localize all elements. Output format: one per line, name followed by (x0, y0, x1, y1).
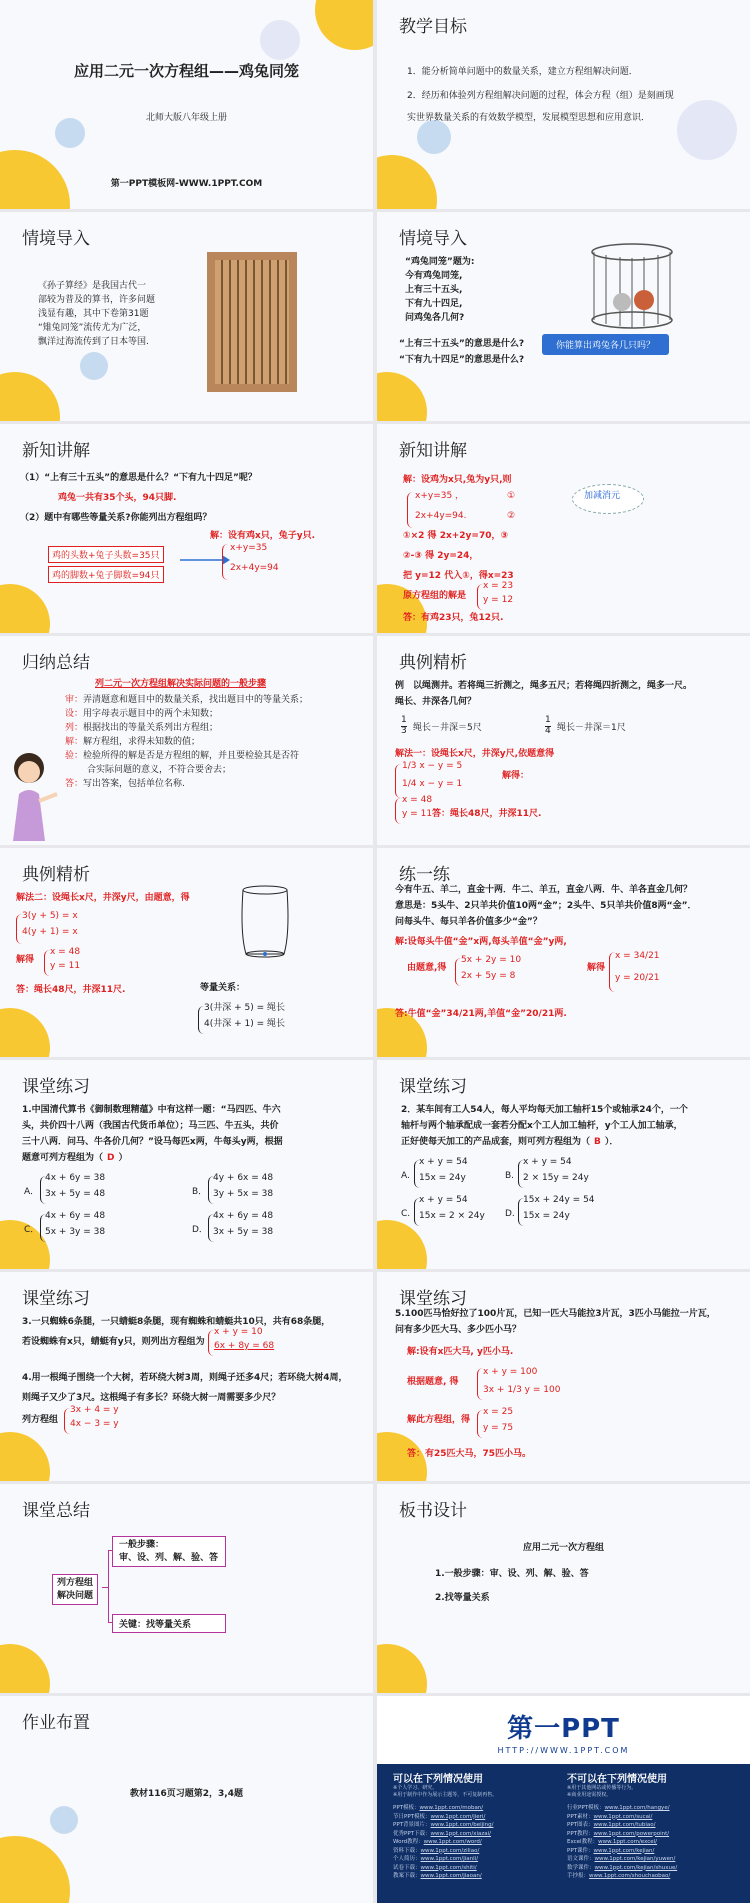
footer-text: 第一PPT模板网-WWW.1PPT.COM (110, 179, 263, 189)
solution-y: y = 11 (50, 961, 81, 971)
decoration (315, 0, 373, 50)
board-heading: 应用二元一次方程组 (522, 1543, 604, 1553)
forbidden-note: ※用于其他网站或传播等行为。 (567, 1785, 637, 1791)
goal-2: 2．经历和体验列方程组解决问题的过程，体会方程（组）是刻画现 (407, 91, 674, 101)
decoration (377, 1644, 427, 1693)
slide-18[interactable] (377, 1696, 750, 1903)
equation-2: 6x + 8y = 68 (214, 1341, 275, 1351)
option-a-eq2: 15x = 24y (419, 1173, 466, 1183)
equation-2-number: ② (507, 511, 516, 521)
solution-intro: 解法二：设绳长x尺，井深y尺，由题意，得 (16, 893, 190, 903)
link-url[interactable]: www.1ppt.com/moban/ (419, 1805, 484, 1811)
steps-label: 一般步骤： (119, 1540, 165, 1550)
relation-2: 4(井深 + 1) = 绳长 (204, 1019, 286, 1029)
slide-title: 情境导入 (399, 229, 467, 249)
homework-text: 教材116页习题第2，3,4题 (130, 1789, 243, 1799)
text-line: 上有三十五头, (405, 284, 463, 295)
link-label: 手抄报： (567, 1873, 590, 1879)
step-key: 设： (65, 708, 84, 719)
link-url[interactable]: www.1ppt.com/tubiao/ (593, 1822, 656, 1828)
slide-17[interactable] (0, 1696, 373, 1903)
slide-16[interactable] (377, 1484, 750, 1693)
text-line: 部较为普及的算书，许多问题 (38, 294, 156, 305)
slide-title: 课堂总结 (22, 1501, 90, 1521)
link-label: 数学课件： (567, 1864, 595, 1871)
brace (222, 544, 229, 580)
option-b-eq1: x + y = 54 (523, 1157, 572, 1167)
problem-line-1: 2．某车间有工人54人，每人平均每天加工轴杆15个或轴承24个，一个 (401, 1105, 688, 1115)
root-line-2: 解决问题 (57, 1590, 94, 1601)
link-label: 教案下载： (393, 1873, 421, 1879)
problem-line-2: 头，共价四十八两（我国古代货币单位）；马三匹、牛五头，共价 (22, 1121, 279, 1131)
steps-box (112, 1536, 226, 1567)
cage-image (582, 240, 682, 330)
link-url[interactable]: www.1ppt.com/word/ (423, 1839, 482, 1845)
link-label: PPT素材： (567, 1813, 594, 1820)
solution-y: y = 75 (483, 1423, 514, 1433)
slide-title: 情境导入 (22, 229, 90, 249)
link-url[interactable]: www.1ppt.com/beijing/ (430, 1822, 494, 1828)
link-url[interactable]: www.1ppt.com/kejian/ (593, 1847, 655, 1854)
answer: 答：绳长48尺，井深11尺. (432, 809, 542, 819)
fraction-num: 1 (545, 715, 551, 725)
answer: 答：有鸡23只，兔12只. (403, 613, 504, 623)
fraction-den: 3 (401, 725, 407, 736)
slide-title: 归纳总结 (22, 653, 90, 673)
option-b-eq1: 4y + 6x = 48 (213, 1173, 274, 1183)
cloud-text: 加减消元 (584, 491, 621, 501)
setup-label: 根据题意, 得 (407, 1377, 459, 1387)
slide-14[interactable] (377, 1272, 750, 1481)
decoration (0, 1644, 50, 1693)
equation-2: 2x + 5y = 8 (461, 971, 516, 981)
slide-title: 作业布置 (22, 1713, 90, 1733)
link-url[interactable]: www.1ppt.com/jieri/ (430, 1813, 486, 1820)
step-2: ②-③ 得 2y=24， (403, 551, 479, 561)
problem-line-2: 绳长、井深各几何？ (395, 697, 477, 707)
step-text: 根据找出的等量关系列出方程组； (83, 722, 219, 733)
link-label: 节日PPT模板： (393, 1813, 431, 1820)
slide-8[interactable] (377, 636, 750, 845)
problem-line-4: 题意可列方程组为（ (22, 1153, 104, 1163)
equation-2: 4(y + 1) = x (22, 927, 78, 937)
goal-1: 1．能分析简单问题中的数量关系，建立方程组解决问题． (407, 67, 638, 77)
slide-title: 新知讲解 (399, 441, 467, 461)
slide-title: 课堂练习 (22, 1289, 90, 1309)
link-label: 试卷下载： (393, 1864, 421, 1871)
problem-line-3: 正好使每天加工的产品成套，则可列方程组为（ (401, 1137, 591, 1147)
answer-choice: D (107, 1153, 115, 1163)
equation-2: 2x+4y=94 (230, 563, 279, 573)
equation-1: x+y=35 ， (415, 491, 465, 501)
step-text: 合实际问题的意义，不符合要舍去； (87, 764, 232, 775)
ancient-book-image (207, 252, 297, 392)
link-url[interactable]: www.1ppt.com/shouchaobao/ (589, 1873, 671, 1879)
step-text: 写出答案，包括单位名称. (83, 778, 185, 789)
decoration (260, 20, 300, 60)
link-url[interactable]: www.1ppt.com/jianli/ (420, 1856, 479, 1862)
option-a-eq2: 3x + 5y = 48 (45, 1189, 106, 1199)
text-line: 今有鸡兔同笼, (405, 270, 463, 281)
slide-4[interactable] (377, 212, 750, 421)
equation-1: 1/3 x − y = 5 (402, 761, 463, 771)
equation-2: 1/4 x − y = 1 (402, 779, 463, 789)
problem-line-1: 例 以绳测井。若将绳三折测之，绳多五尺；若将绳四折测之，绳多一尺。 (395, 681, 693, 691)
option-c-eq2: 5x + 3y = 38 (45, 1227, 106, 1237)
decoration (677, 100, 737, 160)
text-line: 《孙子算经》是我国古代一 (38, 281, 147, 291)
solution-intro: 解法一：设绳长x尺，井深y尺,依题意得 (395, 749, 555, 759)
solution-x: x = 34/21 (615, 951, 660, 961)
relation-1: 3(井深 + 5) = 绳长 (204, 1003, 286, 1013)
option-d-label[interactable]: D. (505, 1209, 515, 1219)
step-key: 审： (65, 695, 84, 705)
well-illustration (240, 884, 290, 960)
slide-15[interactable] (0, 1484, 373, 1693)
decoration (377, 155, 437, 209)
equation-4: 4x − 3 = y (70, 1419, 119, 1429)
slide-title: 课堂练习 (399, 1077, 467, 1097)
option-b-eq2: 3y + 5x = 38 (213, 1189, 274, 1199)
decoration (377, 1220, 427, 1269)
link-url[interactable]: www.1ppt.com/hangye/ (604, 1805, 670, 1811)
link-label: Excel教程： (567, 1839, 599, 1845)
teacher-illustration (5, 746, 60, 841)
slide-title: 典例精析 (22, 865, 90, 885)
problem-line-1: 今有牛五、羊二，直金十两．牛二、羊五，直金八两．牛、羊各直金几何？ (395, 885, 693, 895)
option-c-eq1: x + y = 54 (419, 1195, 468, 1205)
slide-title: 教学目标 (399, 17, 467, 37)
decoration (0, 584, 50, 633)
decoration (80, 352, 108, 380)
step-1: ①×2 得 2x+2y=70，③ (403, 531, 509, 541)
bracket-close: ）． (604, 1137, 619, 1147)
solve-label: 解得： (502, 771, 530, 781)
link-label: PPT背景图片： (393, 1822, 431, 1828)
link-url[interactable]: www.1ppt.com/kejian/yuwen/ (594, 1856, 676, 1862)
relation-2: 绳长－井深＝1尺 (557, 723, 626, 733)
step-key: 答： (65, 778, 84, 789)
forbidden-note-2: ※商业用途需授权。 (567, 1792, 612, 1798)
info-panel (377, 1764, 750, 1903)
slide-10[interactable] (377, 848, 750, 1057)
option-a-label[interactable]: A． (24, 1187, 40, 1197)
allowed-note-2: ※用于制作中作为展示主题等，不可复制再售。 (393, 1792, 498, 1798)
brace (407, 492, 414, 528)
slide-title: 课堂练习 (22, 1077, 90, 1097)
brand-url[interactable]: HTTP://WWW.1PPT.COM (497, 1746, 630, 1755)
question-1: “上有三十五头”的意思是什么? (399, 339, 525, 349)
solution-x: x = 48 (50, 947, 81, 957)
solution-intro: 解:设每头牛值“金”x两,每头羊值“金”y两, (395, 937, 567, 947)
slide-6[interactable] (377, 424, 750, 633)
equation-1-number: ① (507, 491, 516, 501)
link-label: PPT图表： (567, 1822, 594, 1828)
solution-intro: 解:设有x匹大马, y匹小马. (407, 1347, 514, 1357)
step-text: 检验所得的解是否是方程组的解，并且要检验其是否符 (83, 750, 300, 761)
text-line: 下有九十四足, (405, 298, 463, 309)
option-b-label[interactable]: B． (192, 1187, 208, 1197)
slide-13[interactable] (0, 1272, 373, 1481)
links-column-2 (567, 1804, 677, 1881)
root-line-1: 列方程组 (57, 1578, 94, 1588)
equation-1: x + y = 100 (483, 1367, 538, 1377)
text-line: “雉兔同笼”流传尤为广泛， (38, 322, 147, 333)
equation-1: 3(y + 5) = x (22, 911, 78, 921)
question-1: （1）“上有三十五头”的意思是什么？“下有九十四足”呢？ (20, 473, 257, 483)
brand-logo: 第一PPT (507, 1714, 620, 1744)
problem-line-2: 问有多少匹大马、多少匹小马？ (395, 1325, 522, 1335)
equation-2: 3x + 1/3 y = 100 (483, 1385, 561, 1395)
slide-11[interactable] (0, 1060, 373, 1269)
relation-box-2: 鸡的脚数+兔子脚数=94只 (48, 566, 164, 583)
solve-label: 解得 (587, 963, 606, 973)
slide-12[interactable] (377, 1060, 750, 1269)
allowed-title: 可以在下列情况使用 (393, 1774, 483, 1785)
problem-line-3: 问每头牛、每只羊各价值多少“金”？ (395, 917, 542, 927)
link-url[interactable]: www.1ppt.com/shiti/ (420, 1864, 477, 1871)
slide-title: 板书设计 (399, 1501, 467, 1521)
option-c-eq2: 15x = 2 × 24y (419, 1211, 485, 1221)
option-d-eq2: 15x = 24y (523, 1211, 570, 1221)
link-label: 个人简历： (393, 1856, 421, 1862)
problem-line-1: 1.中国清代算书《御制数理精蕴》中有这样一题：“马四匹、牛六 (22, 1105, 281, 1115)
relation-label: 等量关系： (200, 983, 246, 993)
decoration (50, 1806, 78, 1834)
connector-line (102, 1587, 108, 1588)
option-a-eq1: x + y = 54 (419, 1157, 468, 1167)
solve-label: 解得 (16, 955, 35, 965)
problem3-line-2: 若设蜘蛛有x只，蜻蜓有y只，则列出方程组为 (22, 1337, 205, 1347)
option-c-eq1: 4x + 6y = 48 (45, 1211, 106, 1221)
link-label: PPT课件： (567, 1847, 594, 1854)
problem-line-2: 意思是：5头牛、2只羊共价值10两“金”；2头牛、5只羊共价值8两“金”． (395, 901, 697, 911)
board-line-2: 2.找等量关系 (435, 1593, 490, 1603)
board-line-1: 1.一般步骤：审、设、列、解、验、答 (435, 1569, 589, 1579)
answer: 答:牛值“金”34/21两,羊值“金”20/21两. (395, 1009, 567, 1019)
solution-y: y = 11 (402, 809, 433, 819)
decoration (0, 1008, 50, 1057)
solution-x: x = 48 (402, 795, 433, 805)
allowed-note: ※个人学习、研究。 (393, 1785, 438, 1791)
brace (395, 764, 402, 798)
setup-label: 由题意,得 (407, 963, 447, 973)
text-line: 飘洋过海流传到了日本等国. (38, 336, 149, 347)
option-a-label[interactable]: A. (401, 1171, 410, 1181)
step-key: 验： (65, 750, 84, 761)
answer: 答：绳长48尺，井深11尺. (16, 985, 126, 995)
link-url[interactable]: www.1ppt.com/jiaoan/ (420, 1873, 482, 1879)
answer: 答：有25匹大马，75匹小马。 (407, 1449, 532, 1459)
slide-9[interactable] (0, 848, 373, 1057)
link-label: PPT模板： (393, 1805, 420, 1811)
slide-2[interactable] (377, 0, 750, 209)
problem3-line-1: 3.一只蜘蛛6条腿，一只蜻蜓8条腿，现有蜘蛛和蜻蜓共10只，共有68条腿， (22, 1317, 331, 1327)
slide-1[interactable] (0, 0, 373, 209)
option-b-eq2: 2 × 15y = 24y (523, 1173, 589, 1183)
option-c-label[interactable]: C. (401, 1209, 411, 1219)
question-bubble: 你能算出鸡兔各几只吗？ (542, 334, 669, 355)
equation-2: 2x+4y=94. (415, 511, 467, 521)
solution-x: x = 23 (483, 581, 514, 591)
fraction-den: 4 (545, 725, 551, 736)
decoration (0, 1836, 70, 1903)
equation-1: x+y=35 (230, 543, 268, 553)
solution-x: x = 25 (483, 1407, 514, 1417)
brace (395, 798, 402, 824)
slide-7[interactable] (0, 636, 373, 845)
forbidden-title: 不可以在下列情况使用 (567, 1774, 667, 1785)
option-a-eq1: 4x + 6y = 38 (45, 1173, 106, 1183)
link-label: PPT教程： (567, 1830, 594, 1837)
fraction-num: 1 (401, 715, 407, 725)
link-label: 语文课件： (567, 1856, 595, 1862)
solve-label: 解此方程组，得 (407, 1415, 471, 1425)
problem-line-2: 轴杆与两个轴承配成一套若分配x个工人加工轴杆，y个工人加工轴承， (401, 1121, 683, 1131)
link-url[interactable]: www.1ppt.com/sucai/ (593, 1813, 653, 1820)
problem4-line-2: 则绳子又少了3尺。这根绳子有多长？环绕大树一周需要多少尺？ (22, 1393, 281, 1403)
goal-2-cont: 实世界数量关系的有效数学模型，发展模型思想和应用意识． (407, 113, 651, 123)
key-box: 关键：找等量关系 (112, 1614, 226, 1633)
slide-3[interactable] (0, 212, 373, 421)
decoration (0, 372, 60, 421)
link-url[interactable]: www.1ppt.com/excel/ (598, 1839, 658, 1845)
solution-label: 原方程组的解是 (403, 591, 467, 601)
equation-1: 5x + 2y = 10 (461, 955, 522, 965)
link-url[interactable]: www.1ppt.com/ziliao/ (420, 1847, 480, 1854)
step-text: 用字母表示题目中的两个未知数； (83, 708, 219, 719)
slide-title: 课堂练习 (399, 1289, 467, 1309)
equation-1: x + y = 10 (214, 1327, 263, 1337)
option-b-label[interactable]: B. (505, 1171, 515, 1181)
slide-title: 新知讲解 (22, 441, 90, 461)
option-d-eq2: 3x + 5y = 38 (213, 1227, 274, 1237)
link-url[interactable]: www.1ppt.com/kejian/shuxue/ (594, 1864, 678, 1871)
setup-label: 列方程组 (22, 1415, 59, 1425)
link-label: 行业PPT模板： (567, 1805, 605, 1811)
slide-title: 练一练 (399, 865, 450, 885)
link-url[interactable]: www.1ppt.com/xiazai/ (430, 1830, 492, 1837)
decoration (377, 372, 427, 421)
solution-intro: 解：设鸡为x只,兔为y只,则 (403, 475, 512, 485)
link-label: 资料下载： (393, 1847, 421, 1854)
relation-box-1: 鸡的头数+兔子头数=35只 (48, 546, 164, 563)
option-d-label[interactable]: D． (192, 1225, 208, 1235)
option-d-eq1: 4x + 6y = 48 (213, 1211, 274, 1221)
option-c-label[interactable]: C． (24, 1225, 40, 1235)
text-line: “鸡兔同笼”题为: (405, 257, 475, 267)
decoration (0, 1432, 50, 1481)
equation-3: 3x + 4 = y (70, 1405, 119, 1415)
problem4-line-1: 4.用一根绳子围绕一个大树，若环绕大树3周，则绳子还多4尺；若环绕大树4周， (22, 1373, 348, 1383)
option-d-eq1: 15x + 24y = 54 (523, 1195, 595, 1205)
slide-title: 典例精析 (399, 653, 467, 673)
connector-line (108, 1550, 109, 1622)
text-line: 浅显有趣，其中下卷第31题 (38, 308, 149, 319)
answer-2: 解：设有鸡x只，兔子y只. (210, 531, 316, 541)
step-text: 解方程组，求得未知数的值； (83, 736, 201, 747)
step-3: 把 y=12 代入①，得x=23 (403, 571, 514, 581)
problem-line-1: 5.100匹马恰好拉了100片瓦，已知一匹大马能拉3片瓦，3匹小马能拉一片瓦， (395, 1309, 716, 1319)
step-key: 解： (65, 736, 84, 747)
steps-heading: 列二元一次方程组解决实际问题的一般步骤 (95, 679, 267, 689)
page-title: 应用二元一次方程组——鸡兔同笼 (73, 62, 299, 80)
link-label: 优秀PPT下载： (393, 1830, 431, 1837)
relation-1: 绳长－井深＝5尺 (413, 723, 482, 733)
text-line: 问鸡兔各几何? (405, 312, 465, 323)
question-2: （2）题中有哪些等量关系?你能列出方程组吗？ (20, 513, 212, 523)
bracket-close: ） (118, 1153, 128, 1163)
step-key: 列： (65, 722, 84, 733)
question-2: “下有九十四足”的意思是什么? (399, 355, 525, 365)
link-label: Word教程： (393, 1839, 424, 1845)
step-text: 弄清题意和题目中的数量关系，找出题目中的等量关系； (83, 695, 309, 705)
solution-y: y = 12 (483, 595, 514, 605)
problem-line-3: 三十八两．问马、牛各价几何？”设马每匹x两，牛每头y两，根据 (22, 1137, 283, 1147)
answer-1: 鸡兔一共有35个头，94只脚. (58, 493, 177, 503)
subtitle: 北师大版八年级上册 (145, 113, 227, 123)
link-url[interactable]: www.1ppt.com/powerpoint/ (593, 1830, 670, 1837)
answer-choice: B (594, 1137, 601, 1147)
summary-root-box (52, 1574, 98, 1605)
steps-list: 审、设、列、解、验、答 (119, 1552, 219, 1563)
links-column-1 (393, 1804, 494, 1881)
slide-5[interactable] (0, 424, 373, 633)
solution-y: y = 20/21 (615, 973, 660, 983)
